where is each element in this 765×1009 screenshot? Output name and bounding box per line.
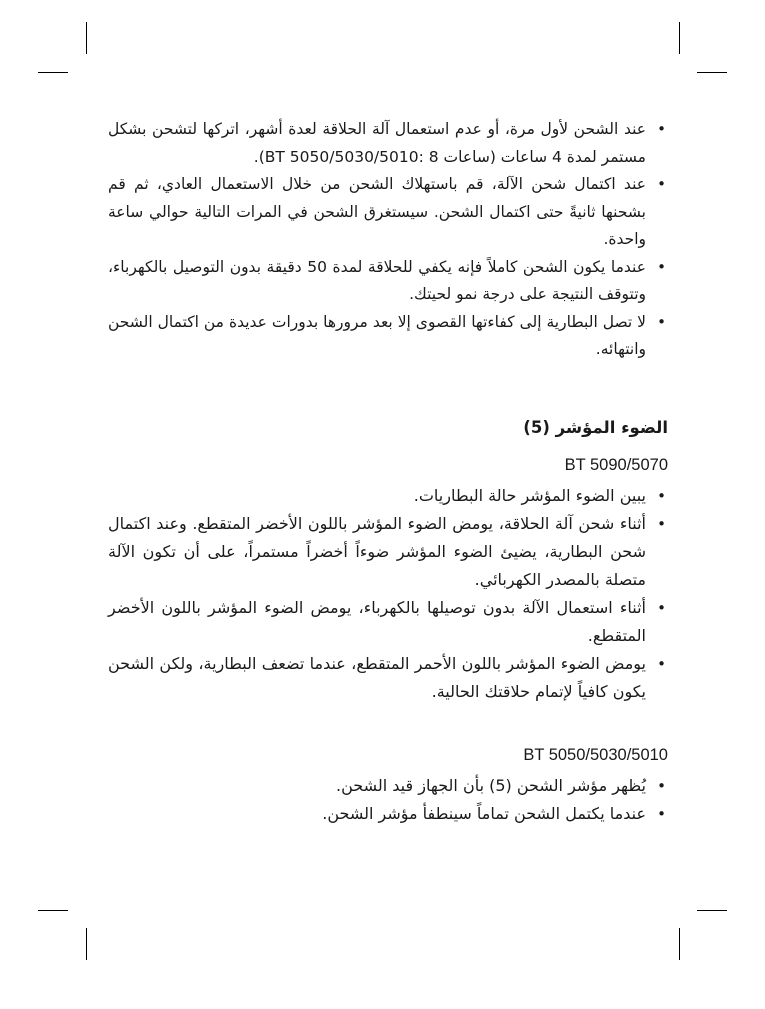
crop-mark [679, 928, 680, 960]
list-item: • لا تصل البطارية إلى كفاءتها القصوى إلا بعد مرورها بدورات عديدة من اكتمال الشحن وانتهائه. [108, 309, 668, 364]
list-item: • عندما يكتمل الشحن تماماً سينطفأ مؤشر الشحن. [108, 800, 668, 828]
list-item: • أثناء استعمال الآلة بدون توصيلها بالكهرباء، يومض الضوء المؤشر باللون الأخضر المتقطع. [108, 594, 668, 650]
indicator-bullet-list-b [108, 772, 668, 828]
list-item: • يبين الضوء المؤشر حالة البطاريات. [108, 482, 668, 510]
list-item: • يومض الضوء المؤشر باللون الأحمر المتقطع، عندما تضعف البطارية، ولكن الشحن يكون كافياً لإتمام حلاقتك الحالية. [108, 650, 668, 706]
list-item: • يُظهر مؤشر الشحن (5) بأن الجهاز قيد الشحن. [108, 772, 668, 800]
crop-mark [38, 72, 68, 73]
list-item: • أثناء شحن آلة الحلاقة، يومض الضوء المؤشر باللون الأخضر المتقطع. وعند اكتمال شحن البطارية، يضيئ الضوء المؤشر ضوءاً أخضراً مستمراً، على أن تكون الآلة متصلة بالمصدر الكهربائي. [108, 510, 668, 594]
model-label: BT 5090/5070 [564, 455, 668, 474]
crop-mark [697, 72, 727, 73]
crop-mark [86, 928, 87, 960]
indicator-bullet-list-a [108, 482, 668, 706]
section-heading: الضوء المؤشر (5) [523, 417, 668, 437]
model-label: BT 5050/5030/5010 [523, 745, 668, 764]
list-item: • عند اكتمال شحن الآلة، قم باستهلاك الشحن من خلال الاستعمال العادي، ثم قم بشحنها ثانيةً حتى اكتمال الشحن. سيستغرق الشحن في المرات التالية حوالي ساعة واحدة. [108, 171, 668, 254]
crop-mark [38, 910, 68, 911]
page-content [108, 116, 668, 828]
charging-bullet-list [108, 116, 668, 364]
list-item: • عندما يكون الشحن كاملاً فإنه يكفي للحلاقة لمدة 50 دقيقة بدون التوصيل بالكهرباء، وتتوقف النتيجة على درجة نمو لحيتك. [108, 254, 668, 309]
crop-mark [86, 22, 87, 54]
crop-mark [697, 910, 727, 911]
crop-mark [679, 22, 680, 54]
list-item: • عند الشحن لأول مرة، أو عدم استعمال آلة الحلاقة لعدة أشهر، اتركها لتشحن بشكل مستمر لمدة 4 ساعات (ساعات 8 :BT 5050/5030/5010). [108, 116, 668, 171]
